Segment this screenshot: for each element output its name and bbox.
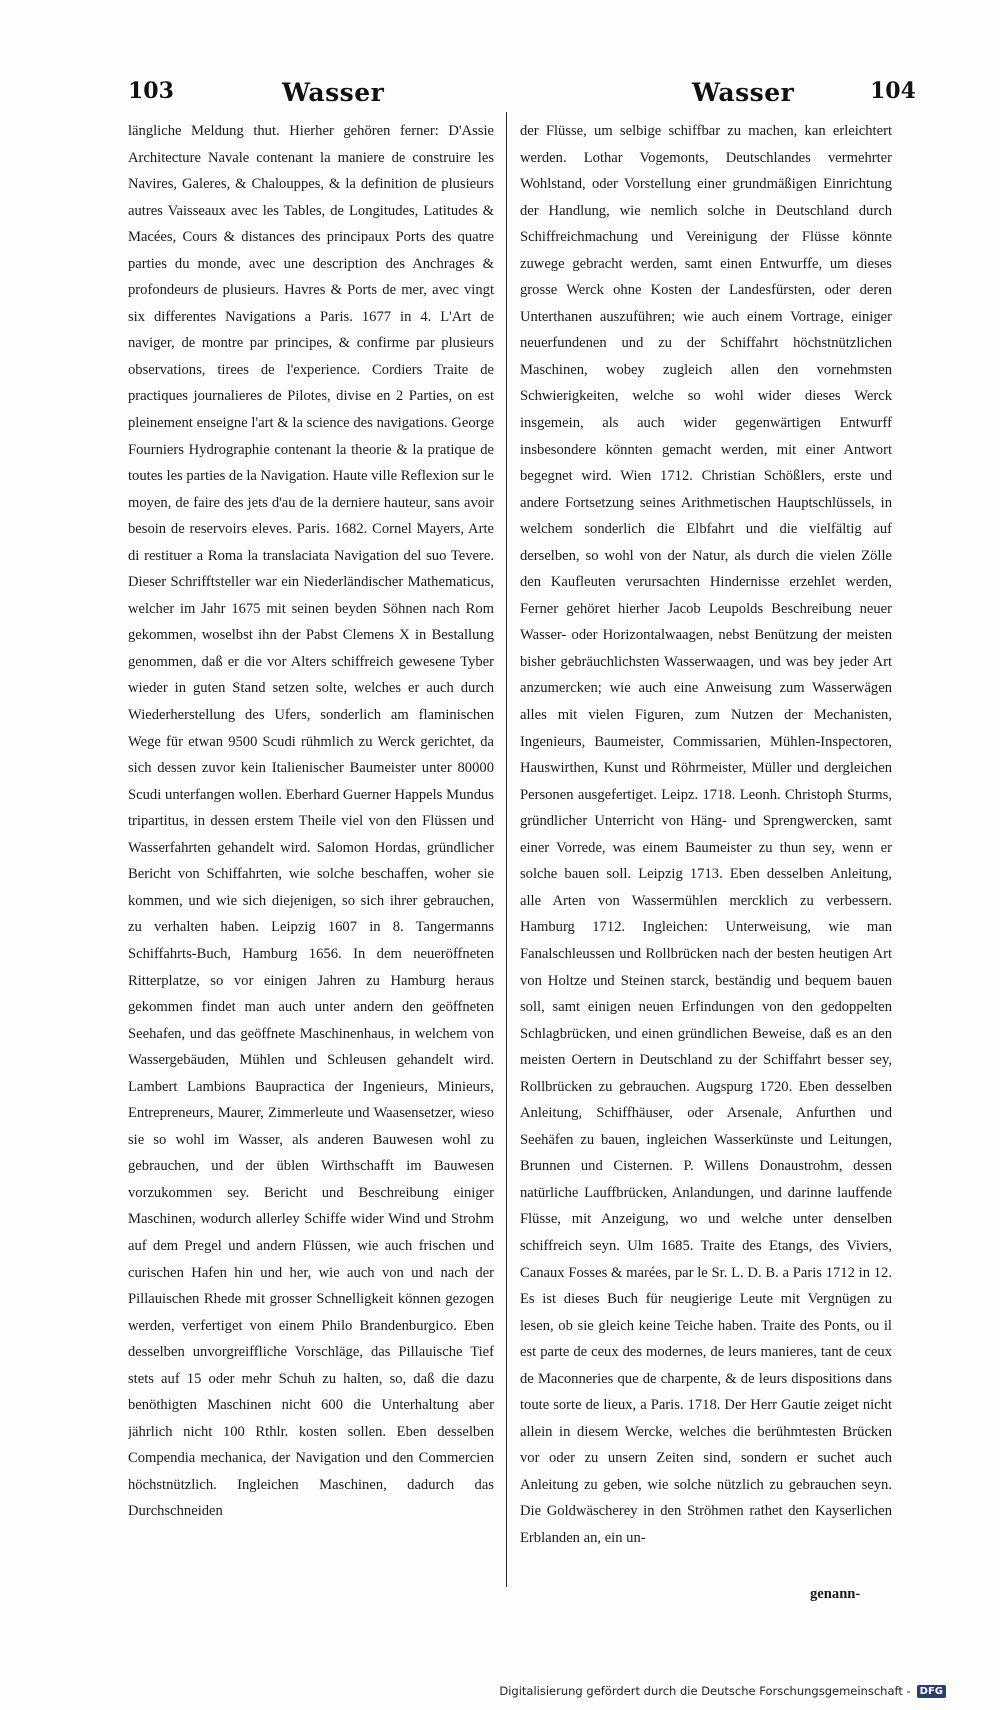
right-column-text: der Flüsse, um selbige schiffbar zu machen, kan erleichtert werden. Lothar Vogemonts, Deutschlandes vermehrter Wohlstand, oder Vorstellung einer grundmäßigen Einrichtung der Handlung, wie nemlich solche in Deutschland durch Schiffreichmachung und Vereinigung der Flüsse könnte zuwege gebracht werden, samt einen Entwurffe, um dieses grosse Werck ohne Kosten der Landesfürsten, oder deren Unterthanen auszuführen; wie auch einem Vortrage, einiger neuerfundenen und zu der Schiffahrt höchstnützlichen Maschinen, wobey zugleich allen den vornehmsten Schwierigkeiten, welche so wohl wider dieses Werck insgemein, als auch wider gegenwärtigen Entwurff insbesondere könnten gemacht werden, mit einer Antwort begegnet wird. Wien 1712. Christian Schößlers, erste und andere Fortsetzung seines Arithmetischen Hauptschlüssels, in welchem sonderlich die Elbfahrt und die vielfältig auf derselben, so wohl von der Natur, als durch die vielen Zölle den Kaufleuten verursachten Hindernisse erzehlet werden, Ferner gehöret hierher Jacob Leupolds Beschreibung neuer Wasser- oder Horizontalwaagen, nebst Benützung der meisten bisher gebräuchlichsten Wasserwaagen, und was bey jeder Art anzumercken; wie auch eine Anweisung zum Wasserwägen alles mit vielen Figuren, zum Nutzen der Mechanisten, Ingenieurs, Baumeister, Commissarien, Mühlen-Inspectoren, Hauswirthen, Kunst und Röhrmeister, Müller und dergleichen Personen ausgefertiget. Leipz. 1718. Leonh. Christoph Sturms, gründlicher Unterricht von Häng- und Sprengwercken, samt einer Vorrede, was einem Baumeister zu thun sey, wenn er solche bauen soll. Leipzig 1713. Eben desselben Anleitung, alle Arten von Wassermühlen mercklich zu verbessern. Hamburg 1712. Ingleichen: Unterweisung, wie man Fanalschleussen und Rollbrücken nach der besten heutigen Art von Holtze und Steinen starck, beständig und bequem bauen soll, samt einigen neuen Erfindungen von den gedoppelten Schlagbrücken, und einen gründlichen Beweise, daß es an den meisten Oertern in Deutschland zu der Schiffahrt besser sey, Rollbrücken zu gebrauchen. Augspurg 1720. Eben desselben Anleitung, Schiffhäuser, oder Arsenale, Anfurthen und Seehäfen zu bauen, ingleichen Wasserkünste und Leitungen, Brunnen und Cisternen. P. Willens Donaustrohm, dessen natürliche Lauffbrücken, Anlandungen, und darinne lauffende Flüsse, mit Anzeigung, wo und welche unter denselben schiffreich seyn. Ulm 1685. Traite des Etangs, des Viviers, Canaux Fosses & marées, par le Sr. L. D. B. a Paris 1712 in 12. Es ist dieses Buch für neugierige Leute mit Vergnügen zu lesen, ob sie gleich keine Teiche haben. Traite des Ponts, ou il est parte de ceux des modernes, de leurs manieres, tant de ceux de Maconneries que de charpente, & de leurs dispositions dans toute sorte de lieux, a Paris. 1718. Der Herr Gautie zeiget nicht allein in diesem Wercke, welches die berühmtesten Brücken vor oder zu unsern Zeiten sind, sondern er suchet auch Anleitung zu geben, wie solche nützlich zu gebrauchen seyn. Die Goldwäscherey in den Ströhmen rathet den Kayserlichen Erblanden an, ein un- — [520, 123, 892, 1546]
dfg-logo-icon: DFG — [917, 1685, 946, 1698]
column-divider — [506, 112, 507, 1587]
digitization-footer — [499, 1684, 946, 1698]
catchword: genann- — [810, 1586, 861, 1602]
footer-credit: Digitalisierung gefördert durch die Deutsche Forschungsgemeinschaft - — [499, 1684, 911, 1698]
right-page-number: 104 — [870, 78, 916, 104]
left-page-number: 103 — [128, 78, 174, 104]
right-running-title: Wasser — [692, 78, 795, 107]
left-column-text: längliche Meldung thut. Hierher gehören ferner: D'Assie Architecture Navale contenant la maniere de construire les Navires, Galeres, & Chalouppes, & la definition de plusieurs autres Vaisseaux avec les Tables, de Longitudes, Latitudes & Macées, Cours & distances des principaux Ports des quatre parties du monde, avec une description des Anchrages & profondeurs de plusieurs. Havres & Ports de mer, avec vingt six differentes Navigations a Paris. 1677 in 4. L'Art de naviger, de montre par principes, & confirme par plusieurs observations, tirees de l'experience. Cordiers Traite de practiques journalieres de Pilotes, divise en 2 Parties, on est pleinement enseigne l'art & la science des navigations. George Fourniers Hydrographie contenant la theorie & la pratique de toutes les parties de la Navigation. Haute ville Reflexion sur le moyen, de faire des jets d'au de la derniere hauteur, sans avoir besoin de reservoirs eleves. Paris. 1682. Cornel Mayers, Arte di restituer a Roma la translaciata Navigation del suo Tevere. Dieser Schrifftsteller war ein Niederländischer Mathematicus, welcher im Jahr 1675 mit seinen beyden Söhnen nach Rom gekommen, woselbst ihn der Pabst Clemens X in Bestallung genommen, daß er die vor Alters schiffreich gewesene Tyber wieder in guten Stand setzen solte, welches er auch durch Wiederherstellung des Ufers, sonderlich am flaminischen Wege für etwan 9500 Scudi rühmlich zu Werck gerichtet, da sich dessen zuvor kein Italienischer Baumeister unter 80000 Scudi unterfangen wollen. Eberhard Guerner Happels Mundus tripartitus, in dessen erstem Theile viel von den Flüssen und Wasserfahrten gehandelt wird. Salomon Hordas, gründlicher Bericht von Schiffahrten, wie solche beschaffen, woher sie kommen, und wie sich diejenigen, so sich ihrer gebrauchen, zu verhalten haben. Leipzig 1607 in 8. Tangermanns Schiffahrts-Buch, Hamburg 1656. In dem neueröffneten Ritterplatze, so vor einigen Jahren zu Hamburg heraus gekommen findet man auch unter andern den geöffneten Seehafen, und das geöffnete Maschinenhaus, in welchem von Wassergebäuden, Mühlen und Schleusen gehandelt wird. Lambert Lambions Baupractica der Ingenieurs, Minieurs, Entrepreneurs, Maurer, Zimmerleute und Waasensetzer, wieso sie so wohl im Wasser, als anderen Bauwesen wohl zu gebrauchen, und der üblen Wirthschafft im Bauwesen vorzukommen sey. Bericht und Beschreibung einiger Maschinen, wodurch allerley Schiffe wider Wind und Strohm auf dem Pregel und andern Flüssen, wie auch frischen und curischen Hafen hin und her, wie auch von und nach der Pillauischen Rhede mit grosser Schnelligkeit können gezogen werden, verfertiget von einem Philo Brandenburgico. Eben desselben unvorgreiffliche Vorschläge, das Pillauische Tief stets auf 15 oder mehr Schuh zu halten, so, daß die dazu benöthigten Maschinen nicht 600 die Unterhaltung aber jährlich nicht 100 Rthlr. kosten sollen. Eben desselben Compendia mechanica, der Navigation und den Commercien höchstnützlich. Ingleichen Maschinen, dadurch das Durchschneiden — [128, 123, 494, 1520]
left-running-title: Wasser — [282, 78, 385, 107]
right-text-column — [520, 118, 892, 1628]
left-text-column — [128, 118, 494, 1628]
